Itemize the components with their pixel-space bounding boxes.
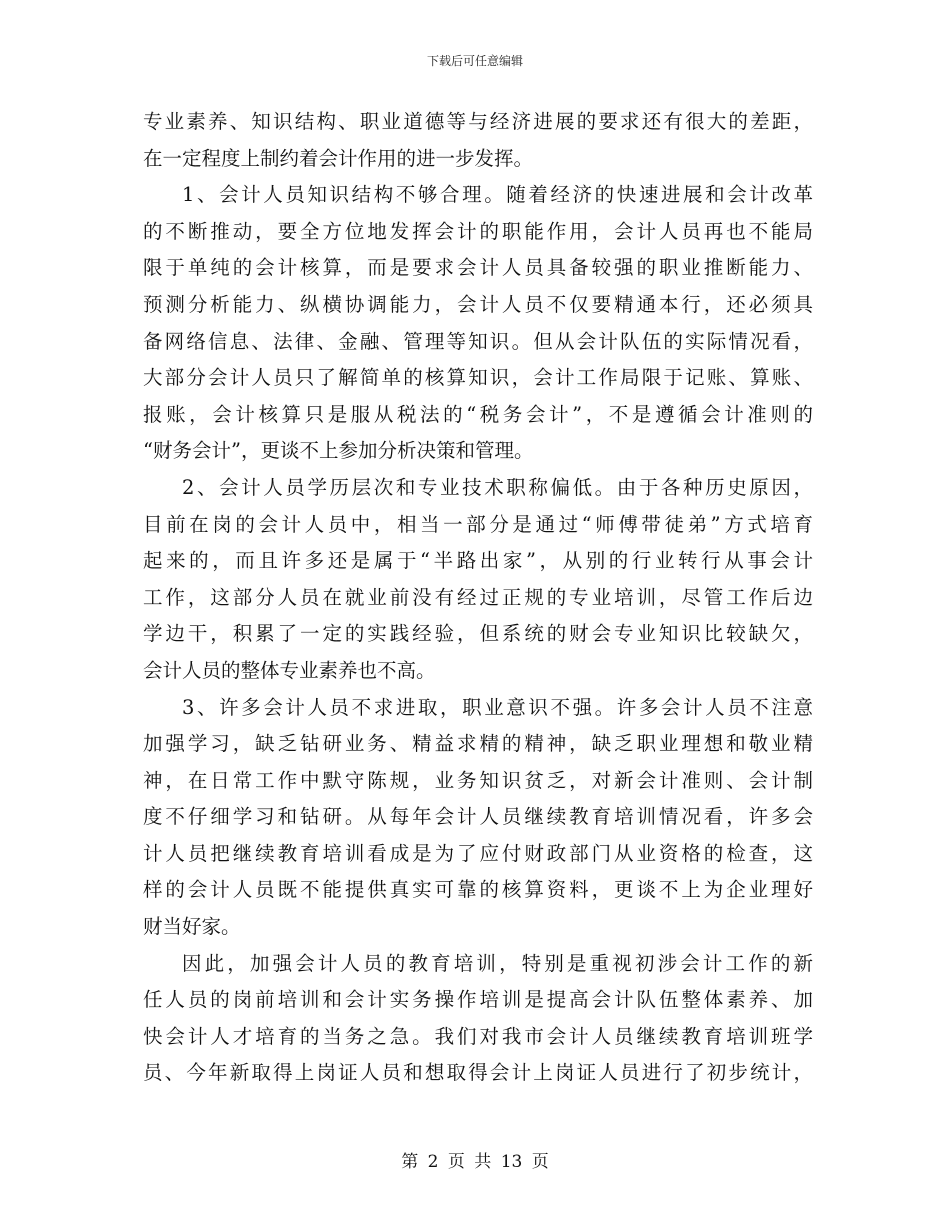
text-line: 目前在岗的会计人员中，相当一部分是通过“师傅带徒弟”方式培育 [143, 512, 813, 536]
text-line: 快会计人才培育的当务之急。我们对我市会计人员继续教育培训班学 [143, 1024, 813, 1048]
text-line: 会计人员的整体专业素养也不高。 [143, 658, 436, 682]
text-line: 神，在日常工作中默守陈规，业务知识贫乏，对新会计准则、会计制 [143, 768, 813, 792]
page-header: 下载后可任意编辑 [426, 54, 523, 68]
text-line: 员、今年新取得上岗证人员和想取得会计上岗证人员进行了初步统计， [143, 1061, 813, 1085]
text-line: 的不断推动，要全方位地发挥会计的职能作用，会计人员再也不能局 [143, 219, 813, 243]
text-line: 备网络信息、法律、金融、管理等知识。但从会计队伍的实际情况看， [143, 329, 813, 353]
text-line: 财当好家。 [143, 915, 241, 939]
text-line: 2、会计人员学历层次和专业技术职称偏低。由于各种历史原因， [182, 475, 813, 499]
text-line: 大部分会计人员只了解简单的核算知识，会计工作局限于记账、算账、 [143, 366, 813, 390]
text-line: 3、许多会计人员不求进取，职业意识不强。许多会计人员不注意 [182, 695, 813, 719]
text-line: 报账，会计核算只是服从税法的“税务会计”，不是遵循会计准则的 [143, 402, 813, 426]
text-line: 任人员的岗前培训和会计实务操作培训是提高会计队伍整体素养、加 [143, 988, 813, 1012]
text-line: 预测分析能力、纵横协调能力，会计人员不仅要精通本行，还必须具 [143, 292, 813, 316]
text-line: 在一定程度上制约着会计作用的进一步发挥。 [143, 146, 534, 170]
document-body [143, 104, 813, 1092]
text-line: 起来的，而且许多还是属于“半路出家”，从别的行业转行从事会计 [143, 549, 813, 573]
text-line: 样的会计人员既不能提供真实可靠的核算资料，更谈不上为企业理好 [143, 878, 813, 902]
text-line: 1、会计人员知识结构不够合理。随着经济的快速进展和会计改革 [182, 183, 813, 207]
text-line: 专业素养、知识结构、职业道德等与经济进展的要求还有很大的差距， [143, 110, 813, 133]
text-line: 因此，加强会计人员的教育培训，特别是重视初涉会计工作的新 [182, 951, 813, 975]
text-line: 加强学习，缺乏钻研业务、精益求精的精神，缺乏职业理想和敬业精 [143, 732, 813, 756]
page-footer: 第 2 页 共 13 页 [401, 1152, 549, 1172]
text-line: 限于单纯的会计核算，而是要求会计人员具备较强的职业推断能力、 [143, 256, 813, 280]
text-line: 学边干，积累了一定的实践经验，但系统的财会专业知识比较缺欠， [143, 622, 813, 646]
text-line: 计人员把继续教育培训看成是为了应付财政部门从业资格的检查，这 [143, 841, 813, 865]
text-line: “财务会计”，更谈不上参加分析决策和管理。 [143, 439, 534, 463]
text-line: 度不仔细学习和钻研。从每年会计人员继续教育培训情况看，许多会 [143, 805, 813, 829]
text-line: 工作，这部分人员在就业前没有经过正规的专业培训，尽管工作后边 [143, 585, 813, 609]
